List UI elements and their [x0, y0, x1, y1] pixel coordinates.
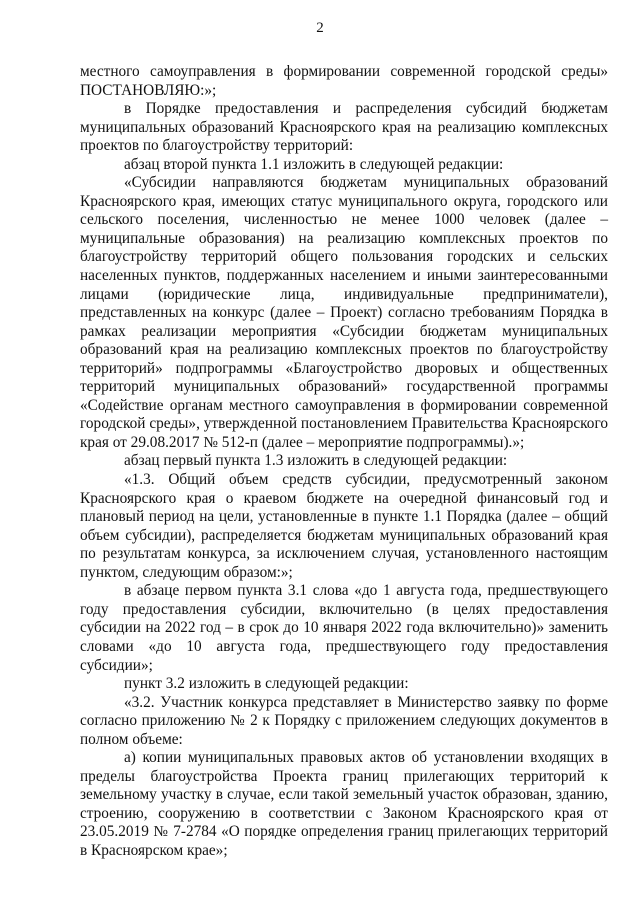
paragraph-item-a: а) копии муниципальных правовых актов об установлении входящих в пределы благоустройства Проекта границ прилегающих территорий к земельному участку в случае, если такой земельный участок образован, зданию, строению, сооружению в соответствии с Законом Красноярского края от 23.05.2019 № 7-2784 «О порядке определения границ прилегающих территорий в Красноярском крае»;	[80, 749, 608, 859]
paragraph-clause-3-2-intro: пункт 3.2 изложить в следующей редакции:	[124, 675, 409, 693]
paragraph-clause-1-1-text: «Субсидии направляются бюджетам муниципальных образований Красноярского края, имеющих статус муниципального округа, городского или сельского поселения, численностью не менее 1000 человек (далее – муниципальные образования) на реализацию комплексных проектов по благоустройству территорий общего пользования городских и сельских населенных пунктов, поддержанных населением и иными заинтересованными лицами (юридические лица, индивидуальные предприниматели), представленных на конкурс (далее – Проект) согласно требованиям Порядка в рамках реализации мероприятия «Субсидии бюджетам муниципальных образований края на реализацию комплексных проектов по благоустройству территорий» подпрограммы «Благоустройство дворовых и общественных территорий муниципальных образований» государственной программы «Содействие органам местного самоуправления в формировании современной городской среды», утвержденной постановлением Правительства Красноярского края от 29.08.2017 № 512-п (далее – мероприятие подпрограммы).»;	[80, 174, 608, 451]
document-body	[80, 63, 608, 861]
paragraph-clause-3-1-amendment: в абзаце первом пункта 3.1 слова «до 1 августа года, предшествующего году предоставления субсидии, включительно (в целях предоставления субсидии на 2022 год – в срок до 10 января 2022 года включительно)» заменить словами «до 10 августа года, предшествующего году предоставления субсидии»;	[80, 582, 608, 674]
page-number: 2	[316, 20, 324, 36]
paragraph-continuation: местного самоуправления в формировании современной городской среды» ПОСТАНОВЛЯЮ:»;	[80, 63, 608, 99]
paragraph-clause-1-3-text: «1.3. Общий объем средств субсидии, предусмотренный законом Красноярского края о краевом бюджете на очередной финансовый год и плановый период на цели, установленные в пункте 1.1 Порядка (далее – общий объем субсидии), распределяется бюджетам муниципальных образований края по результатам конкурса, за исключением случая, установленного настоящим пунктом, следующим образом:»;	[80, 471, 608, 581]
paragraph-order-amendment: в Порядке предоставления и распределения субсидий бюджетам муниципальных образований Красноярского края на реализацию комплексных проектов по благоустройству территорий:	[80, 100, 608, 155]
paragraph-clause-1-3-intro: абзац первый пункта 1.3 изложить в следующей редакции:	[124, 452, 508, 470]
paragraph-clause-1-1-intro: абзац второй пункта 1.1 изложить в следующей редакции:	[124, 155, 504, 173]
paragraph-clause-3-2-text: «3.2. Участник конкурса представляет в Министерство заявку по форме согласно приложению № 2 к Порядку с приложением следующих документов в полном объеме:	[80, 693, 608, 748]
